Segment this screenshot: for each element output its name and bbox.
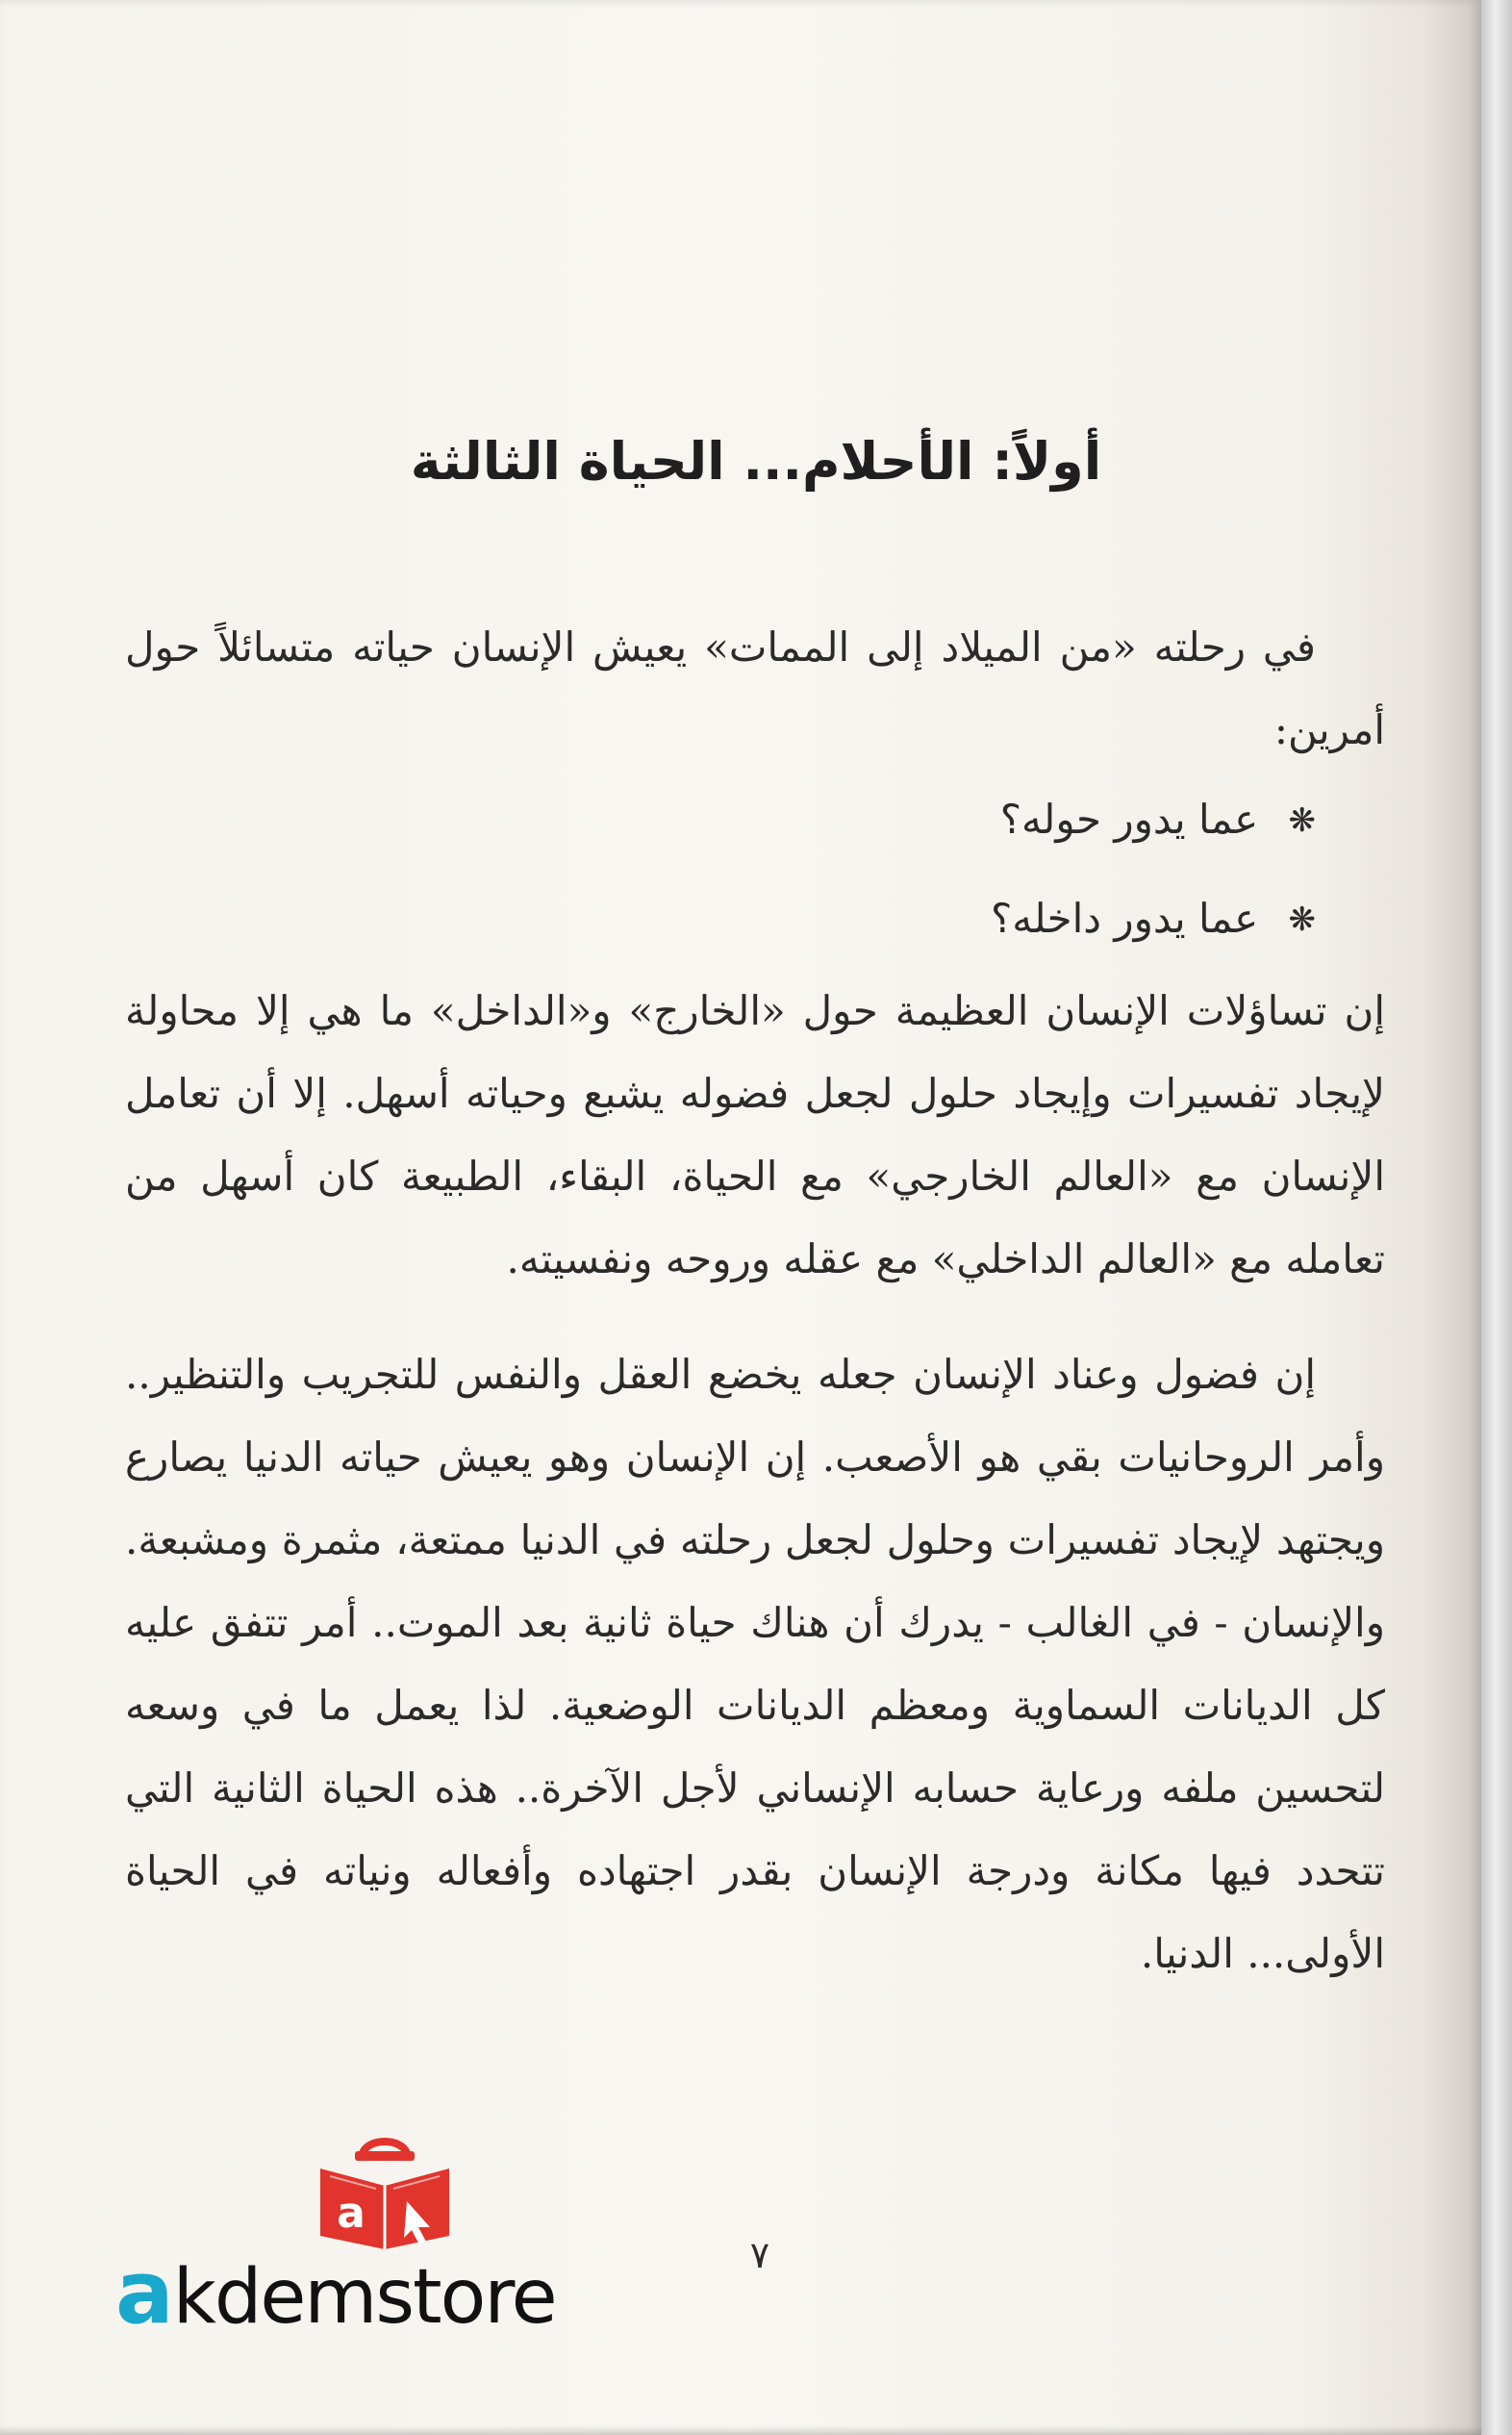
paragraph-1: في رحلته «من الميلاد إلى الممات» يعيش الإنسان حياته متسائلاً حول أمرين: xyxy=(125,623,1385,753)
question-text-2: عما يدور داخله؟ xyxy=(990,895,1259,942)
brand-name xyxy=(115,2243,654,2344)
chapter-title: أولاً: الأحلام... الحياة الثالثة xyxy=(410,431,1102,492)
brand-prefix: a xyxy=(115,2243,173,2344)
brand-rest: kdemstore xyxy=(172,2254,556,2341)
asterisk-bullet-icon: ❋ xyxy=(1288,900,1316,939)
question-item-1 xyxy=(125,772,1316,871)
paragraph-gap xyxy=(125,1301,1385,1333)
question-item-2 xyxy=(125,871,1316,970)
book-cart-icon xyxy=(313,2136,457,2249)
akdemstore-watermark xyxy=(115,2136,654,2344)
asterisk-bullet-icon: ❋ xyxy=(1288,801,1316,840)
question-text-1: عما يدور حوله؟ xyxy=(999,796,1259,843)
question-list xyxy=(125,772,1385,970)
page-number: ٧ xyxy=(749,2234,770,2276)
chapter-content xyxy=(125,606,1385,2126)
book-spine xyxy=(1481,0,1512,2435)
paragraph-2: إن تساؤلات الإنسان العظيمة حول «الخارج» و«الداخل» ما هي إلا محاولة لإيجاد تفسيرات وإيجاد حلول لجعل فضوله يشبع وحياته أسهل. إلا أن تعامل الإنسان مع «العالم الخارجي» مع الحياة، البقاء، الطبيعة كان أسهل من تعامله مع «العالم الداخلي» مع عقله وروحه ونفسيته. xyxy=(125,987,1385,1282)
paragraph-3: إن فضول وعناد الإنسان جعله يخضع العقل والنفس للتجريب والتنظير.. وأمر الروحانيات بقي هو الأصعب. إن الإنسان وهو يعيش حياته الدنيا يصارع ويجتهد لإيجاد تفسيرات وحلول لجعل رحلته في الدنيا ممتعة، مثمرة ومشبعة. والإنسان - في الغالب - يدرك أن هناك حياة ثانية بعد الموت.. أمر تتفق عليه كل الديانات السماوية ومعظم الديانات الوضعية. لذا يعمل ما في وسعه لتحسين ملفه ورعاية حسابه الإنساني لأجل الآخرة.. هذه الحياة الثانية التي تتحدد فيها مكانة ودرجة الإنسان بقدر اجتهاده وأفعاله ونياته في الحياة الأولى... الدنيا. xyxy=(125,1351,1385,1977)
logo-letter: a xyxy=(337,2189,365,2238)
page-bottom-edge xyxy=(0,2425,1481,2435)
